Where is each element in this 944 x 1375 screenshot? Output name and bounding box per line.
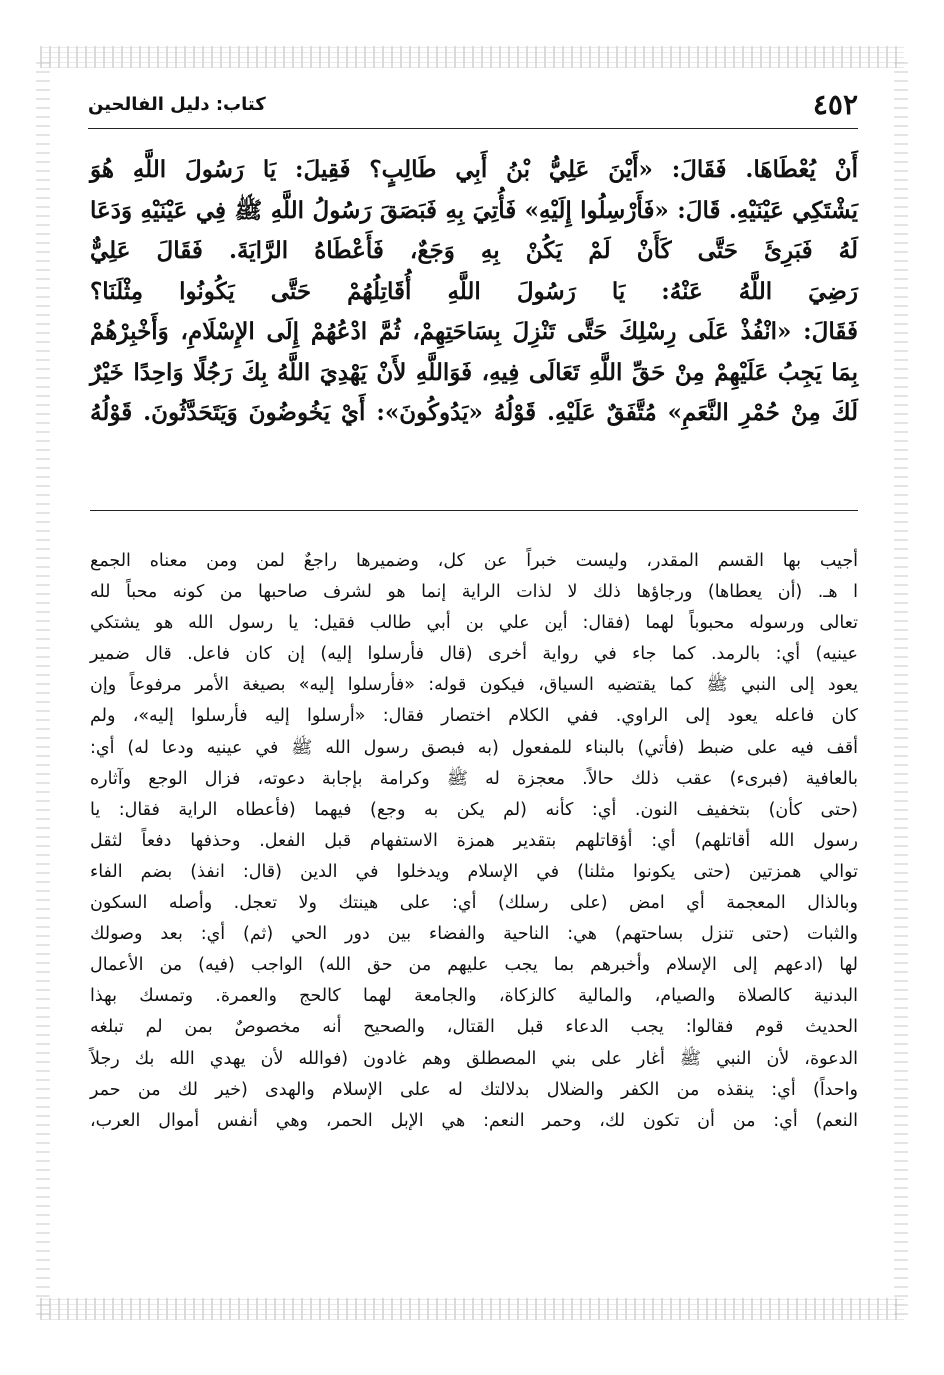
ornamental-border-bottom: [40, 1298, 904, 1320]
commentary-text: [90, 546, 858, 1137]
page-number: ٤٥٢: [812, 88, 858, 121]
page-header: [88, 90, 858, 126]
hadith-line: بِمَا يَجِبُ عَلَيْهِمْ مِنْ حَقِّ اللَّهِ تَعَالَى فِيهِ، فَوَاللَّهِ لأَنْ يَهْدِيَ اللَّهُ بِكَ رَجُلًا وَاحِدًا خَيْرٌ: [90, 358, 858, 386]
hadith-line: رَضِيَ اللَّهُ عَنْهُ: يَا رَسُولَ اللَّهِ أُقَاتِلُهُمْ حَتَّى يَكُونُوا مِثْلَنَا؟: [90, 277, 858, 305]
section-divider: [90, 510, 858, 511]
hadith-text: [90, 150, 858, 434]
hadith-line: لَهُ فَبَرِئَ حَتَّى كَأَنْ لَمْ يَكُنْ بِهِ وَجَعٌ، فَأَعْطَاهُ الرَّايَةَ. فَقَالَ عَلِيٌّ: [90, 237, 858, 264]
ornamental-border-left: [36, 60, 50, 1315]
commentary-line: كان فاعله يعود إلى الراوي. ففي الكلام اختصار فقال: «أرسلوا إليه فأرسلوا إليه»، ولم: [90, 706, 858, 727]
commentary-line: وبالذال المعجمة أي امض (على رسلك) أي: على هينتك ولا تعجل. وأصله السكون: [90, 893, 858, 914]
commentary-line: ا هـ. (أن يعطاها) ورجاؤها ذلك لا لذات الراية إنما هو لشرف صاحبها من كونه محباً لله: [90, 582, 858, 603]
commentary-line: أجيب بها القسم المقدر، وليست خبراً عن كل، وضميرها راجعٌ لمن ومن معناه الجمع: [90, 551, 858, 571]
hadith-line: فَقَالَ: «انْفُذْ عَلَى رِسْلِكَ حَتَّى تَنْزِلَ بِسَاحَتِهِمْ، ثُمَّ ادْعُهُمْ إِلَى الإِسْلَامِ، وَأَخْبِرْهُمْ: [90, 318, 859, 345]
commentary-line: رسول الله أقاتلهم) أي: أؤقاتلهم بتقدير همزة الاستفهام قبل الفعل. وحذفها دفعاً لثقل: [90, 830, 858, 851]
commentary-line: توالي همزتين (حتى يكونوا مثلنا) في الإسلام ويدخلوا في الدين (قال: انفذ) بضم الفاء: [90, 861, 858, 882]
commentary-line: عينيه) أي: بالرمد. كما جاء في رواية أخرى (قال فأرسلوا إليه) إن كان فاعل. قال ضمير: [90, 644, 858, 665]
commentary-line: البدنية كالصلاة والصيام، والمالية كالزكاة، والجامعة لهما كالحج والعمرة. وتمسك بهذا: [90, 986, 858, 1007]
header-rule: [88, 128, 858, 129]
commentary-line: لها (ادعهم إلى الإسلام وأخبرهم بما يجب عليهم من حق الله) الواجب (فيه) من الأعمال: [90, 955, 858, 976]
hadith-line: لَكَ مِنْ حُمْرِ النَّعَمِ» مُتَّفَقٌ عَلَيْهِ. قَوْلُهُ «يَدُوكُونَ»: أَيْ يَخُوضُونَ وَيَتَحَدَّثُونَ. قَوْلُهُ: [90, 399, 858, 426]
commentary-line: بالعافية (فبرىء) عقب ذلك حالاً. معجزة له ﷺ وكرامة بإجابة دعوته، فزال الوجع وآثاره: [90, 768, 858, 789]
ornamental-border-top: [40, 46, 904, 68]
book-title: كتاب: دليل الفالحين: [88, 94, 266, 115]
commentary-line: (حتى كأن) بتخفيف النون. أي: كأنه (لم يكن به وجع) فيهما (فأعطاه الراية فقال: يا: [90, 799, 858, 820]
commentary-line: الدعوة، لأن النبي ﷺ أغار على بني المصطلق وهم غادون (فوالله لأن يهدي الله بك رجلاً: [90, 1048, 858, 1069]
commentary-line: النعم) أي: من أن تكون لك، وحمر النعم: هي الإبل الحمر، وهي أنفس أموال العرب،: [90, 1110, 858, 1131]
ornamental-border-right: [894, 60, 908, 1315]
commentary-line: تعالى ورسوله محبوباً لهما (فقال: أين علي بن أبي طالب فقيل: يا رسول الله هو يشتكي: [90, 613, 858, 634]
hadith-line: أَنْ يُعْطَاهَا. فَقَالَ: «أَيْنَ عَلِيُّ بْنُ أَبِي طَالِبٍ؟ فَقِيلَ: يَا رَسُولَ اللَّهِ هُوَ: [90, 156, 858, 183]
commentary-line: والثبات (حتى تنزل بساحتهم) هي: الناحية والفضاء بين دور الحي (ثم) أي: بعد وصولك: [90, 924, 858, 945]
hadith-line: يَشْتَكِي عَيْنَيْهِ. قَالَ: «فَأَرْسِلُوا إِلَيْهِ» فَأُتِيَ بِهِ فَبَصَقَ رَسُولُ اللَّهِ ﷺ فِي عَيْنَيْهِ وَدَعَا: [90, 196, 858, 224]
commentary-line: واحداً) أي: ينقذه من الكفر والضلال بدلالتك له على الإسلام والهدى (خير لك من حمر: [90, 1079, 858, 1100]
commentary-line: أقف فيه على ضبط (فأتي) بالبناء للمفعول (به فبصق رسول الله ﷺ في عينيه ودعا له) أي:: [90, 737, 858, 758]
commentary-line: الحديث قوم فقالوا: يجب الدعاء قبل القتال، والصحيح أنه مخصوصٌ بمن لم تبلغه: [90, 1017, 858, 1038]
commentary-line: يعود إلى النبي ﷺ كما يقتضيه السياق، فيكون قوله: «فأرسلوا إليه» بصيغة الأمر مرفوعاً وإن: [90, 675, 858, 696]
